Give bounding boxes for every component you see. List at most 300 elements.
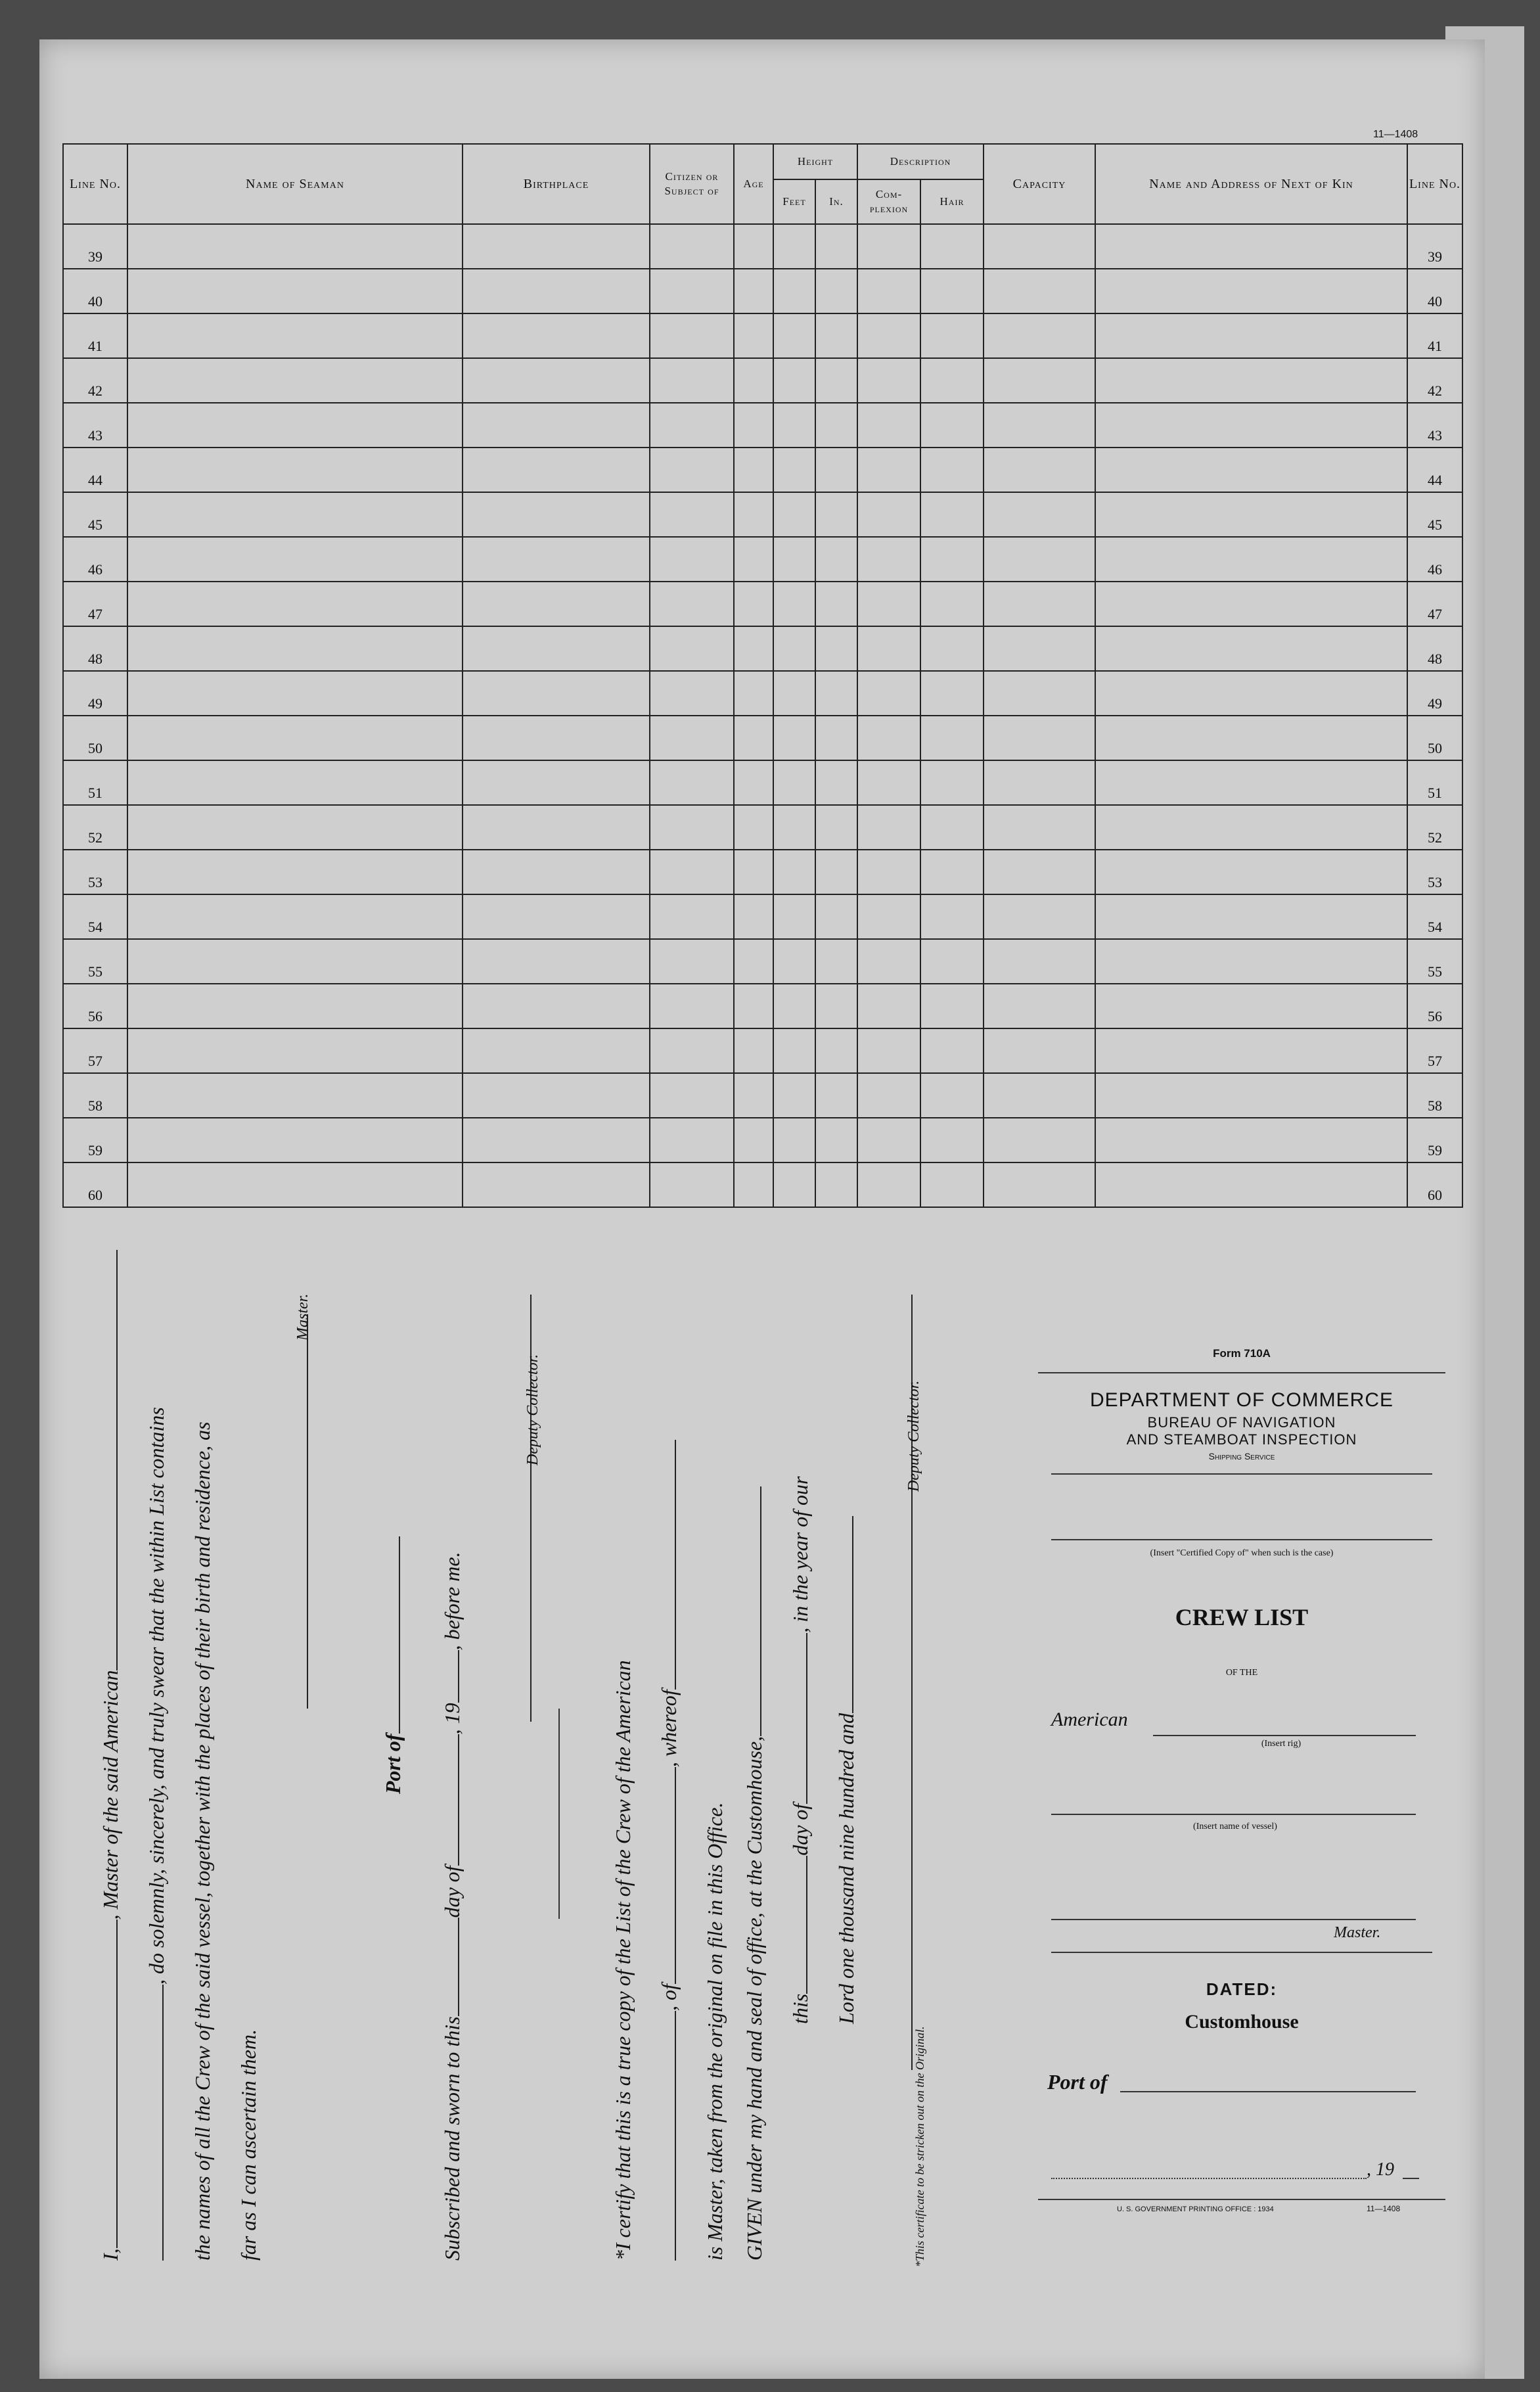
table-cell — [463, 403, 650, 448]
table-cell — [984, 269, 1095, 313]
subscribed-day-blank — [458, 1918, 459, 2016]
table-cell — [984, 537, 1095, 582]
cover-master: Master. — [1334, 1924, 1381, 1941]
cover-printer: U. S. GOVERNMENT PRINTING OFFICE : 1934 — [1117, 2205, 1274, 2213]
table-cell — [734, 850, 773, 894]
table-cell — [984, 582, 1095, 626]
table-cell — [463, 850, 650, 894]
cover-master-blank — [1051, 1919, 1416, 1920]
table-cell — [920, 537, 984, 582]
table-cell — [127, 805, 463, 850]
table-cell — [815, 1162, 857, 1207]
table-cell — [1095, 939, 1407, 984]
line-number: 52 — [63, 805, 127, 850]
line-number-right: 49 — [1407, 671, 1462, 716]
oath-master-of-american: , Master of the said American — [99, 1670, 122, 1920]
table-cell — [650, 805, 734, 850]
table-cell — [773, 671, 815, 716]
table-cell — [920, 582, 984, 626]
table-cell — [650, 984, 734, 1028]
table-cell — [650, 224, 734, 269]
table-cell — [857, 1118, 920, 1162]
line-number-right: 42 — [1407, 358, 1462, 403]
table-cell — [734, 492, 773, 537]
table-cell — [773, 716, 815, 760]
line-number-right: 56 — [1407, 984, 1462, 1028]
line-number: 41 — [63, 313, 127, 358]
cover-dated: DATED: — [1206, 1979, 1278, 1999]
table-cell — [127, 894, 463, 939]
table-cell — [734, 939, 773, 984]
table-cell — [127, 403, 463, 448]
table-cell — [650, 850, 734, 894]
table-row — [63, 313, 1462, 358]
table-cell — [815, 1118, 857, 1162]
table-cell — [920, 1028, 984, 1073]
cover-rig-blank — [1153, 1735, 1416, 1736]
subscribed-day-of: day of — [440, 1866, 464, 1918]
cover-form-no: Form 710A — [1213, 1347, 1271, 1360]
cover-department: DEPARTMENT OF COMMERCE — [1089, 1389, 1394, 1411]
table-cell — [984, 358, 1095, 403]
cover-of-the: OF THE — [1225, 1668, 1258, 1678]
table-cell — [734, 224, 773, 269]
table-row — [63, 1118, 1462, 1162]
table-cell — [857, 448, 920, 492]
oath-line-1 — [99, 1250, 123, 2261]
table-cell — [815, 582, 857, 626]
cover-customhouse: Customhouse — [1185, 2011, 1299, 2033]
table-cell — [815, 403, 857, 448]
table-cell — [920, 984, 984, 1028]
oath-solemnly: , do solemnly, sincerely, and truly swear that the within List contains — [145, 1407, 168, 1985]
table-cell — [984, 1118, 1095, 1162]
table-cell — [815, 760, 857, 805]
line-number-right: 40 — [1407, 269, 1462, 313]
line-number-right: 59 — [1407, 1118, 1462, 1162]
certify-of: , of — [657, 1984, 681, 2011]
header-citizen: Citizen or Subject of — [650, 144, 734, 224]
table-cell — [773, 1118, 815, 1162]
table-cell — [857, 269, 920, 313]
table-cell — [815, 894, 857, 939]
table-cell — [984, 1073, 1095, 1118]
line-number-right: 47 — [1407, 582, 1462, 626]
table-cell — [1095, 492, 1407, 537]
table-cell — [1095, 313, 1407, 358]
table-cell — [815, 984, 857, 1028]
oath-i: I, — [99, 2248, 122, 2261]
vessel-name-blank — [116, 1250, 118, 1670]
table-cell — [1095, 805, 1407, 850]
table-cell — [984, 894, 1095, 939]
header-age: Age — [734, 144, 773, 224]
cover-vessel-blank — [1051, 1814, 1416, 1815]
line-number: 47 — [63, 582, 127, 626]
table-cell — [650, 939, 734, 984]
table-cell — [773, 313, 815, 358]
line-number: 57 — [63, 1028, 127, 1073]
table-cell — [1095, 403, 1407, 448]
table-cell — [734, 448, 773, 492]
cover-year-blank — [1403, 2178, 1419, 2179]
table-cell — [773, 984, 815, 1028]
table-row — [63, 805, 1462, 850]
table-row — [63, 850, 1462, 894]
table-cell — [734, 269, 773, 313]
table-cell — [463, 269, 650, 313]
table-cell — [463, 805, 650, 850]
table-cell — [920, 894, 984, 939]
table-row — [63, 939, 1462, 984]
certify-line-2 — [657, 1440, 681, 2261]
table-cell — [734, 582, 773, 626]
table-cell — [127, 626, 463, 671]
oath-line-2 — [145, 1407, 169, 2261]
table-cell — [857, 984, 920, 1028]
table-row — [63, 492, 1462, 537]
table-cell — [815, 358, 857, 403]
line-number-right: 60 — [1407, 1162, 1462, 1207]
table-cell — [920, 716, 984, 760]
table-row — [63, 671, 1462, 716]
table-cell — [127, 492, 463, 537]
table-cell — [127, 1118, 463, 1162]
table-cell — [815, 1073, 857, 1118]
table-cell — [815, 269, 857, 313]
table-cell — [815, 537, 857, 582]
cover-top-rule — [1038, 1372, 1445, 1373]
table-cell — [815, 492, 857, 537]
table-cell — [650, 448, 734, 492]
line-number-right: 46 — [1407, 537, 1462, 582]
table-row — [63, 1162, 1462, 1207]
cover-form-bottom-number: 11—1408 — [1367, 2204, 1401, 2213]
deputy-collector-label-2: Deputy Collector. — [905, 1380, 922, 1492]
table-cell — [773, 224, 815, 269]
table-cell — [984, 760, 1095, 805]
line-number: 44 — [63, 448, 127, 492]
table-cell — [857, 1073, 920, 1118]
table-row — [63, 269, 1462, 313]
table-cell — [127, 224, 463, 269]
table-cell — [127, 850, 463, 894]
table-cell — [650, 492, 734, 537]
given-lord: Lord one thousand nine hundred and — [834, 1713, 858, 2024]
table-row — [63, 626, 1462, 671]
table-cell — [920, 1073, 984, 1118]
line-number: 56 — [63, 984, 127, 1028]
table-cell — [463, 626, 650, 671]
line-number-right: 58 — [1407, 1073, 1462, 1118]
table-cell — [920, 760, 984, 805]
cover-bureau-2: AND STEAMBOAT INSPECTION — [1126, 1431, 1357, 1448]
table-cell — [734, 1162, 773, 1207]
table-cell — [773, 760, 815, 805]
table-cell — [734, 1028, 773, 1073]
table-cell — [984, 984, 1095, 1028]
table-cell — [920, 358, 984, 403]
certify-vessel-blank — [675, 2011, 676, 2261]
table-cell — [463, 313, 650, 358]
table-cell — [127, 939, 463, 984]
table-row — [63, 403, 1462, 448]
table-cell — [463, 448, 650, 492]
given-port-blank — [760, 1486, 761, 1736]
table-cell — [127, 313, 463, 358]
table-cell — [734, 984, 773, 1028]
table-cell — [463, 716, 650, 760]
table-cell — [734, 626, 773, 671]
line-number-right: 45 — [1407, 492, 1462, 537]
certify-line-3: is Master, taken from the original on file in this Office. — [703, 1802, 727, 2261]
table-cell — [127, 1162, 463, 1207]
oath-line-4: far as I can ascertain them. — [237, 2029, 260, 2261]
cover-bureau-1: BUREAU OF NAVIGATION — [1147, 1414, 1336, 1431]
line-number-right: 53 — [1407, 850, 1462, 894]
header-hair: Hair — [920, 179, 984, 224]
table-cell — [857, 358, 920, 403]
cover-port-blank — [1120, 2091, 1416, 2092]
master-label: Master. — [294, 1293, 311, 1341]
table-cell — [984, 448, 1095, 492]
table-cell — [463, 760, 650, 805]
table-cell — [984, 492, 1095, 537]
table-cell — [650, 313, 734, 358]
certificate-footnote: *This certificate to be stricken out on the Original. — [913, 2026, 926, 2267]
table-cell — [857, 939, 920, 984]
table-cell — [773, 1162, 815, 1207]
table-cell — [463, 582, 650, 626]
table-cell — [463, 1118, 650, 1162]
form-number-top: 11—1408 — [1373, 129, 1418, 140]
table-cell — [127, 269, 463, 313]
table-cell — [857, 716, 920, 760]
line-number: 60 — [63, 1162, 127, 1207]
line-number-right: 54 — [1407, 894, 1462, 939]
subscribed-year-blank — [458, 1650, 459, 1703]
table-cell — [857, 1162, 920, 1207]
table-cell — [463, 224, 650, 269]
table-cell — [1095, 1028, 1407, 1073]
table-row — [63, 1028, 1462, 1073]
table-row — [63, 582, 1462, 626]
table-cell — [127, 582, 463, 626]
table-cell — [920, 805, 984, 850]
table-cell — [1095, 760, 1407, 805]
table-cell — [650, 1073, 734, 1118]
table-cell — [1095, 984, 1407, 1028]
table-cell — [734, 313, 773, 358]
port-of-label: Port of — [381, 1734, 405, 1794]
table-cell — [984, 224, 1095, 269]
table-cell — [127, 448, 463, 492]
table-cell — [857, 313, 920, 358]
line-number: 58 — [63, 1073, 127, 1118]
table-cell — [773, 448, 815, 492]
given-day-blank — [806, 1856, 807, 1994]
line-number-right: 48 — [1407, 626, 1462, 671]
table-row — [63, 358, 1462, 403]
table-cell — [127, 716, 463, 760]
port-of-line — [381, 1536, 405, 1794]
table-cell — [815, 850, 857, 894]
line-number-right: 41 — [1407, 313, 1462, 358]
table-cell — [734, 760, 773, 805]
table-cell — [815, 313, 857, 358]
header-line-no: Line No. — [63, 144, 127, 224]
table-cell — [650, 1028, 734, 1073]
table-cell — [857, 850, 920, 894]
cover-american: American — [1051, 1709, 1128, 1730]
table-cell — [1095, 582, 1407, 626]
line-number: 59 — [63, 1118, 127, 1162]
table-cell — [1095, 850, 1407, 894]
table-cell — [463, 984, 650, 1028]
line-number-right: 50 — [1407, 716, 1462, 760]
table-cell — [984, 403, 1095, 448]
table-cell — [1095, 448, 1407, 492]
master-signature-line — [289, 1314, 313, 1709]
line-number: 42 — [63, 358, 127, 403]
table-cell — [984, 671, 1095, 716]
table-cell — [734, 1073, 773, 1118]
table-cell — [650, 537, 734, 582]
table-row — [63, 224, 1462, 269]
table-cell — [734, 358, 773, 403]
line-number: 45 — [63, 492, 127, 537]
table-cell — [815, 626, 857, 671]
table-cell — [1095, 537, 1407, 582]
table-row — [63, 894, 1462, 939]
table-cell — [920, 313, 984, 358]
table-cell — [773, 358, 815, 403]
table-cell — [857, 582, 920, 626]
table-row — [63, 537, 1462, 582]
table-cell — [734, 671, 773, 716]
table-cell — [734, 537, 773, 582]
line-number: 54 — [63, 894, 127, 939]
table-cell — [857, 537, 920, 582]
header-complexion: Com-plexion — [857, 179, 920, 224]
table-cell — [1095, 269, 1407, 313]
table-cell — [734, 1118, 773, 1162]
table-cell — [984, 716, 1095, 760]
table-cell — [1095, 1073, 1407, 1118]
line-number: 49 — [63, 671, 127, 716]
table-cell — [920, 492, 984, 537]
line-number-right: 43 — [1407, 403, 1462, 448]
given-month-blank — [806, 1633, 807, 1804]
table-cell — [650, 582, 734, 626]
table-cell — [650, 671, 734, 716]
table-cell — [650, 269, 734, 313]
table-cell — [463, 939, 650, 984]
line-number-right: 52 — [1407, 805, 1462, 850]
header-feet: Feet — [773, 179, 815, 224]
table-cell — [1095, 1162, 1407, 1207]
table-cell — [984, 850, 1095, 894]
table-cell — [773, 582, 815, 626]
header-inches: In. — [815, 179, 857, 224]
table-cell — [773, 403, 815, 448]
table-cell — [1095, 224, 1407, 269]
table-cell — [650, 716, 734, 760]
master-signature-blank — [307, 1314, 308, 1709]
line-number-right: 57 — [1407, 1028, 1462, 1073]
table-cell — [857, 894, 920, 939]
cover-bottom-rule — [1038, 2199, 1445, 2200]
cover-rule-3 — [1051, 1952, 1432, 1953]
certify-master-blank — [675, 1440, 676, 1690]
table-cell — [463, 1028, 650, 1073]
table-cell — [773, 269, 815, 313]
table-cell — [127, 984, 463, 1028]
table-cell — [1095, 358, 1407, 403]
certify-whereof: , whereof — [657, 1690, 681, 1768]
table-cell — [650, 1118, 734, 1162]
given-line-3 — [834, 1516, 859, 2024]
cover-year: , 19 — [1367, 2159, 1394, 2180]
cover-service: Shipping Service — [1208, 1451, 1275, 1461]
header-height: Height — [773, 144, 857, 179]
oath-line-3: the names of all the Crew of the said vessel, together with the places of their birth and residence, as — [191, 1421, 214, 2261]
line-number: 51 — [63, 760, 127, 805]
line-number: 48 — [63, 626, 127, 671]
table-cell — [773, 537, 815, 582]
line-number: 50 — [63, 716, 127, 760]
table-cell — [815, 716, 857, 760]
table-cell — [984, 805, 1095, 850]
vessel-name-blank-2 — [162, 1985, 164, 2261]
table-cell — [920, 1118, 984, 1162]
cover-insert-rig: (Insert rig) — [1261, 1739, 1302, 1749]
table-row — [63, 448, 1462, 492]
table-cell — [463, 537, 650, 582]
table-cell — [815, 939, 857, 984]
cover-insert-vessel: (Insert name of vessel) — [1193, 1822, 1277, 1831]
subscribed-text: Subscribed and sworn to this — [440, 2016, 464, 2261]
table-cell — [1095, 894, 1407, 939]
table-cell — [984, 939, 1095, 984]
cover-insert-certified: (Insert "Certified Copy of" when such is the case) — [1150, 1548, 1334, 1558]
line-number-right: 51 — [1407, 760, 1462, 805]
table-cell — [857, 760, 920, 805]
table-cell — [984, 1028, 1095, 1073]
table-row — [63, 984, 1462, 1028]
table-cell — [773, 939, 815, 984]
cover-title: CREW LIST — [1175, 1604, 1309, 1630]
table-cell — [127, 358, 463, 403]
table-cell — [773, 1073, 815, 1118]
table-cell — [463, 492, 650, 537]
table-cell — [463, 1073, 650, 1118]
table-cell — [857, 626, 920, 671]
table-cell — [857, 224, 920, 269]
line-number: 43 — [63, 403, 127, 448]
cover-rule-2 — [1051, 1473, 1432, 1475]
table-cell — [650, 358, 734, 403]
header-description: Description — [857, 144, 984, 179]
cover-certified-blank — [1051, 1539, 1432, 1540]
certify-line-1: *I certify that this is a true copy of the List of the Crew of the American — [611, 1660, 635, 2261]
given-year-of-our: , in the year of our — [788, 1476, 812, 1633]
master-name-blank — [116, 1920, 118, 2248]
table-cell — [734, 716, 773, 760]
table-row — [63, 716, 1462, 760]
cover-date-blank — [1051, 2178, 1367, 2179]
table-cell — [1095, 1118, 1407, 1162]
